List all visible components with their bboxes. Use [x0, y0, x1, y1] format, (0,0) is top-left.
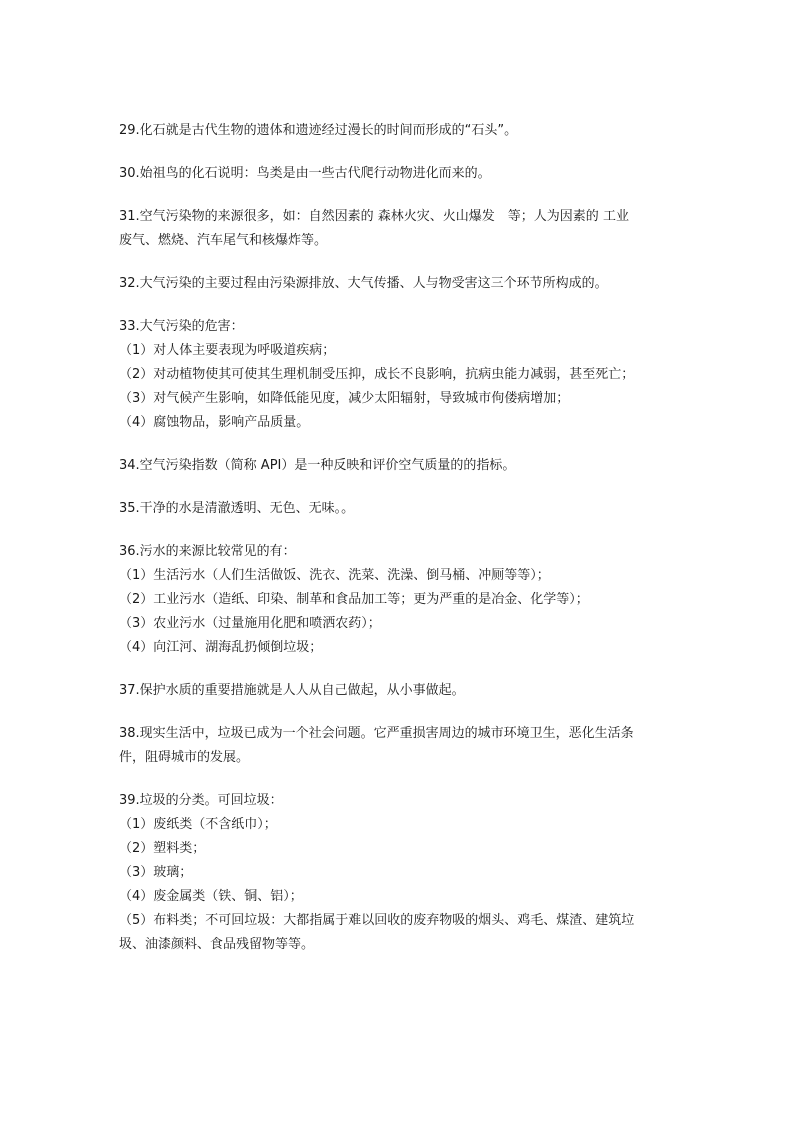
text-line: 件，阻碍城市的发展。 [119, 750, 250, 765]
paragraph-39 [119, 789, 677, 957]
list-item: （1）废纸类（不含纸巾）； [119, 817, 277, 832]
text-line: 30.始祖鸟的化石说明：鸟类是由一些古代爬行动物进化而来的。 [119, 166, 491, 181]
list-item: （3）玻璃； [119, 865, 193, 880]
list-item: （3）对气候产生影响，如降低能见度，减少太阳辐射，导致城市佝偻病增加； [119, 391, 570, 406]
text-line: 废气、燃烧、汽车尾气和核爆炸等。 [119, 233, 328, 248]
text-line: 36.污水的来源比较常见的有： [119, 544, 296, 559]
text-line: 35.干净的水是清澈透明、无色、无味。。 [119, 501, 355, 516]
text-line: 32.大气污染的主要过程由污染源排放、大气传播、人与物受害这三个环节所构成的。 [119, 276, 608, 291]
paragraph-32 [119, 272, 677, 296]
list-item: （1）对人体主要表现为呼吸道疾病； [119, 343, 336, 358]
list-item: （4）废金属类（铁、铜、铝）； [119, 889, 303, 904]
list-item: （4）腐蚀物品，影响产品质量。 [119, 415, 310, 430]
paragraph-35 [119, 497, 677, 521]
paragraph-38 [119, 722, 677, 770]
text-line: 31.空气污染物的来源很多，如：自然因素的 森林火灾、火山爆发 等；人为因素的 工业 [119, 209, 629, 224]
list-item: （3）农业污水（过量施用化肥和喷洒农药）； [119, 616, 381, 631]
text-line: 39.垃圾的分类。可回垃圾： [119, 793, 283, 808]
text-line: 圾、油漆颜料、食品残留物等等。 [119, 937, 315, 952]
paragraph-36 [119, 540, 677, 660]
text-line: 29.化石就是古代生物的遗体和遗迹经过漫长的时间而形成的“石头”。 [119, 123, 518, 138]
list-item: （5）布料类；不可回垃圾：大都指属于难以回收的废弃物吸的烟头、鸡毛、煤渣、建筑垃 [119, 913, 635, 928]
list-item: （2）对动植物使其可使其生理机制受压抑，成长不良影响，抗病虫能力减弱，甚至死亡； [119, 367, 635, 382]
paragraph-30 [119, 162, 677, 186]
paragraph-31 [119, 205, 677, 253]
text-line: 34.空气污染指数（简称 API）是一种反映和评价空气质量的的指标。 [119, 458, 516, 473]
text-line: 38.现实生活中，垃圾已成为一个社会问题。它严重损害周边的城市环境卫生，恶化生活条 [119, 726, 634, 741]
text-line: 33.大气污染的危害： [119, 319, 244, 334]
list-item: （1）生活污水（人们生活做饭、洗衣、洗菜、洗澡、倒马桶、冲厕等等）； [119, 568, 550, 583]
list-item: （2）塑料类； [119, 841, 206, 856]
paragraph-37 [119, 679, 677, 703]
paragraph-33 [119, 315, 677, 435]
paragraph-29 [119, 119, 677, 143]
list-item: （4）向江河、湖海乱扔倾倒垃圾； [119, 640, 323, 655]
paragraph-34 [119, 454, 677, 478]
document-body [119, 119, 677, 976]
list-item: （2）工业污水（造纸、印染、制革和食品加工等；更为严重的是冶金、化学等）； [119, 592, 589, 607]
text-line: 37.保护水质的重要措施就是人人从自己做起，从小事做起。 [119, 683, 465, 698]
